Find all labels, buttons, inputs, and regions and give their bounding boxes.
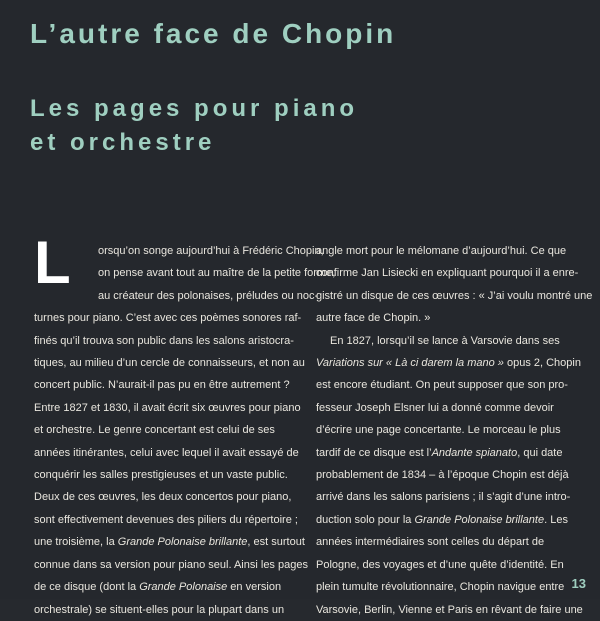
text-line: d’écrire une page concertante. Le morceau le plus	[316, 424, 561, 437]
text-line: gistré un disque de ces œuvres : « J’ai voulu montré une	[316, 289, 593, 302]
work-title: Grande Polonaise brillante	[414, 513, 545, 526]
text-line: est encore étudiant. On peut supposer que son pro-	[316, 379, 568, 392]
text-run: tardif de ce disque est l’	[316, 446, 432, 459]
text-line	[316, 509, 582, 531]
text-line: années itinérantes, celui avec lequel il avait essayé de	[34, 446, 299, 459]
text-run: duction solo pour la	[316, 513, 415, 526]
text-line: conquérir les salles prestigieuses et un vaste public.	[34, 469, 288, 482]
text-line	[34, 531, 305, 553]
work-title: Grande Polonaise	[139, 581, 228, 594]
subtitle-line: et orchestre	[30, 129, 216, 156]
text-line: finés qu’il trouva son public dans les salons aristocra-	[34, 334, 294, 347]
left-column	[34, 229, 336, 621]
text-line: Pologne, des voyages et d’une quête d’identité. En	[316, 558, 564, 571]
page-number: 13	[571, 576, 586, 591]
text-line: orchestrale) se situent-elles pour la plupart dans un	[34, 603, 285, 616]
text-line: probablement de 1834 – à l’époque Chopin est déjà	[316, 469, 569, 482]
text-line: arrivé dans les salons parisiens ; il s’agit d’une intro-	[316, 491, 571, 504]
text-line: confirme Jan Lisiecki en expliquant pourquoi il a enre-	[316, 267, 579, 280]
text-line: tiques, au milieu d’un cercle de connaisseurs, et non au	[34, 357, 305, 370]
subtitle-line: Les pages pour piano	[30, 95, 359, 122]
text-line: Deux de ces œuvres, les deux concertos pour piano,	[34, 491, 292, 504]
text-run: , qui date	[517, 446, 563, 459]
text-run: en version	[227, 581, 282, 594]
work-title: Grande Polonaise brillante	[117, 536, 248, 549]
work-title: Andante spianato	[431, 446, 518, 459]
text-line: plein tumulte révolutionnaire, Chopin navigue entre	[316, 581, 565, 594]
text-line: autre face de Chopin. »	[316, 312, 431, 325]
text-run: , est surtout	[247, 536, 305, 549]
text-run: de ce disque (dont la	[34, 581, 140, 594]
right-column	[316, 240, 593, 621]
text-run: . Les	[544, 513, 568, 526]
text-line: concert public. N’aurait-il pas pu en être autrement ?	[34, 379, 290, 392]
text-line	[316, 442, 582, 464]
text-line: on pense avant tout au maître de la petite forme,	[98, 267, 336, 280]
text-line: sont effectivement devenues des piliers du répertoire ;	[34, 513, 298, 526]
page-title: L’autre face de Chopin	[30, 18, 397, 49]
drop-cap: L	[34, 229, 71, 296]
text-line	[316, 352, 582, 374]
text-line: années intermédiaires sont celles du départ de	[316, 536, 545, 549]
text-run: opus 2, Chopin	[503, 357, 581, 370]
text-line: Entre 1827 et 1830, il avait écrit six œuvres pour piano	[34, 401, 301, 414]
text-line: orsqu’on songe aujourd’hui à Frédéric Chopin,	[98, 245, 324, 257]
page-subtitle	[30, 92, 358, 160]
text-line: fesseur Joseph Elsner lui a donné comme devoir	[316, 401, 554, 414]
text-line: En 1827, lorsqu’il se lance à Varsovie dans ses	[330, 334, 560, 347]
text-line: et orchestre. Le genre concertant est celui de ses	[34, 424, 275, 437]
text-line: connue dans sa version pour piano seul. Ainsi les pages	[34, 558, 308, 571]
text-line: turnes pour piano. C’est avec ces poèmes sonores raf-	[34, 312, 302, 325]
text-line	[34, 576, 296, 598]
text-run: une troisième, la	[34, 536, 118, 549]
work-title: Variations sur « Là ci darem la mano »	[316, 357, 504, 370]
text-line: angle mort pour le mélomane d’aujourd’hui. Ce que	[316, 245, 567, 257]
text-line: Varsovie, Berlin, Vienne et Paris en rêvant de faire une	[316, 603, 583, 616]
text-line: au créateur des polonaises, préludes ou noc-	[98, 289, 319, 302]
